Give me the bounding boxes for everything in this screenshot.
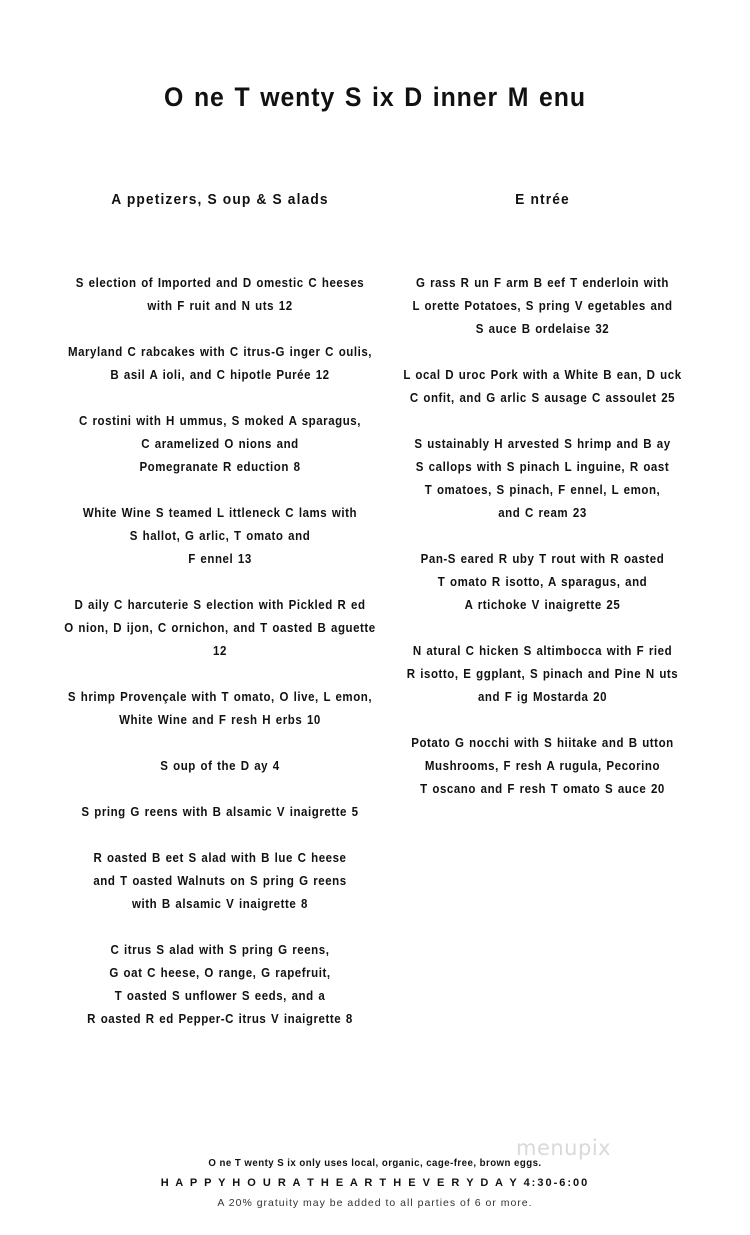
menu-item-line: N atural C hicken S altimbocca with F ried (412, 644, 673, 658)
menu-item-line: T oasted S unflower S eeds, and a (114, 989, 326, 1003)
menu-item (402, 732, 683, 801)
menu-item-line: C aramelized O nions and (141, 437, 299, 451)
menu-item-line: T omato R isotto, A sparagus, and (437, 575, 648, 589)
menu-item-line: S oup of the D ay 4 (160, 759, 280, 773)
menu-item (64, 939, 377, 1031)
menu-item-line: C rostini with H ummus, S moked A sparagus, (78, 414, 362, 428)
menu-item (64, 801, 377, 824)
menupix-watermark: menupix (516, 1136, 612, 1160)
menu-item-line: Maryland C rabcakes with C itrus-G inger C oulis, (67, 345, 373, 359)
menu-item (64, 502, 377, 571)
menu-item-line: with B alsamic V inaigrette 8 (132, 897, 308, 911)
menu-item-line: S callops with S pinach L inguine, R oast (415, 460, 670, 474)
menu-item (64, 686, 377, 732)
menu-item-line: F ennel 13 (188, 552, 252, 566)
menu-footer (0, 1153, 750, 1213)
menu-item-line: A rtichoke V inaigrette 25 (464, 598, 621, 612)
appetizers-list (50, 272, 390, 1031)
menu-item-line: T omatoes, S pinach, F ennel, L emon, (424, 483, 661, 497)
menu-item-line: B asil A ioli, and C hipotle Purée 12 (110, 368, 330, 382)
menu-title: O ne T wenty S ix D inner M enu (164, 82, 586, 112)
menu-item-line: D aily C harcuterie S election with Pickled R ed (74, 598, 366, 612)
menu-item-line: L ocal D uroc Pork with a White B ean, D uck (403, 368, 682, 382)
happy-hour-line: H A P P Y H O U R A T H E A R T H E V E R Y D A Y 4:30-6:00 (160, 1177, 590, 1189)
menu-item (64, 272, 377, 318)
menu-item-line: Mushrooms, F resh A rugula, Pecorino (424, 759, 661, 773)
menu-item-line: and T oasted Walnuts on S pring G reens (93, 874, 347, 888)
menu-item (64, 594, 377, 663)
menu-item (64, 410, 377, 479)
menu-item-line: S pring G reens with B alsamic V inaigrette 5 (81, 805, 359, 819)
menu-item (402, 548, 683, 617)
menu-item (64, 341, 377, 387)
menu-item-line: S ustainably H arvested S hrimp and B ay (414, 437, 671, 451)
entree-list (390, 272, 695, 801)
menu-item-line: G oat C heese, O range, G rapefruit, (109, 966, 331, 980)
menu-item (64, 847, 377, 916)
menu-item-line: Potato G nocchi with S hiitake and B utton (411, 736, 674, 750)
menu-item-line: Pan-S eared R uby T rout with R oasted (420, 552, 665, 566)
menu-item-line: White Wine S teamed L ittleneck C lams with (82, 506, 358, 520)
menu-item-line: L orette Potatoes, S pring V egetables and (412, 299, 673, 313)
menu-item-line: R isotto, E ggplant, S pinach and Pine N uts (406, 667, 679, 681)
appetizers-heading: A ppetizers, S oup & S alads (111, 192, 329, 208)
entree-heading: E ntrée (515, 192, 570, 208)
menu-item-line: Pomegranate R eduction 8 (139, 460, 301, 474)
menu-item-line: White Wine and F resh H erbs 10 (119, 713, 321, 727)
menu-item-line: with F ruit and N uts 12 (147, 299, 293, 313)
appetizers-column (50, 190, 390, 1054)
menu-item-line: S election of Imported and D omestic C heeses (75, 276, 365, 290)
menu-item-line: R oasted B eet S alad with B lue C heese (93, 851, 347, 865)
menu-item-line: O nion, D ijon, C ornichon, and T oasted B aguette (64, 621, 376, 635)
menu-item-line: and F ig Mostarda 20 (477, 690, 608, 704)
menu-item (402, 364, 683, 410)
entree-column (390, 190, 695, 824)
menu-item (402, 640, 683, 709)
menu-item-line: C itrus S alad with S pring G reens, (110, 943, 330, 957)
footer-note: O ne T wenty S ix only uses local, organic, cage-free, brown eggs. (208, 1157, 542, 1169)
gratuity-note: A 20% gratuity may be added to all parties of 6 or more. (217, 1197, 533, 1209)
menu-item-line: S hrimp Provençale with T omato, O live, L emon, (67, 690, 373, 704)
menu-item-line: and C ream 23 (498, 506, 587, 520)
menu-item-line: G rass R un F arm B eef T enderloin with (415, 276, 669, 290)
menu-item-line: R oasted R ed Pepper-C itrus V inaigrette 8 (87, 1012, 353, 1026)
menu-item (402, 272, 683, 341)
menu-item (402, 433, 683, 525)
menu-item-line: T oscano and F resh T omato S auce 20 (420, 782, 665, 796)
menu-item-line: S auce B ordelaise 32 (475, 322, 610, 336)
menu-item-line: S hallot, G arlic, T omato and (129, 529, 311, 543)
menu-item-line: C onfit, and G arlic S ausage C assoulet 25 (409, 391, 676, 405)
menu-item-line: 12 (213, 644, 227, 658)
menu-item (64, 755, 377, 778)
